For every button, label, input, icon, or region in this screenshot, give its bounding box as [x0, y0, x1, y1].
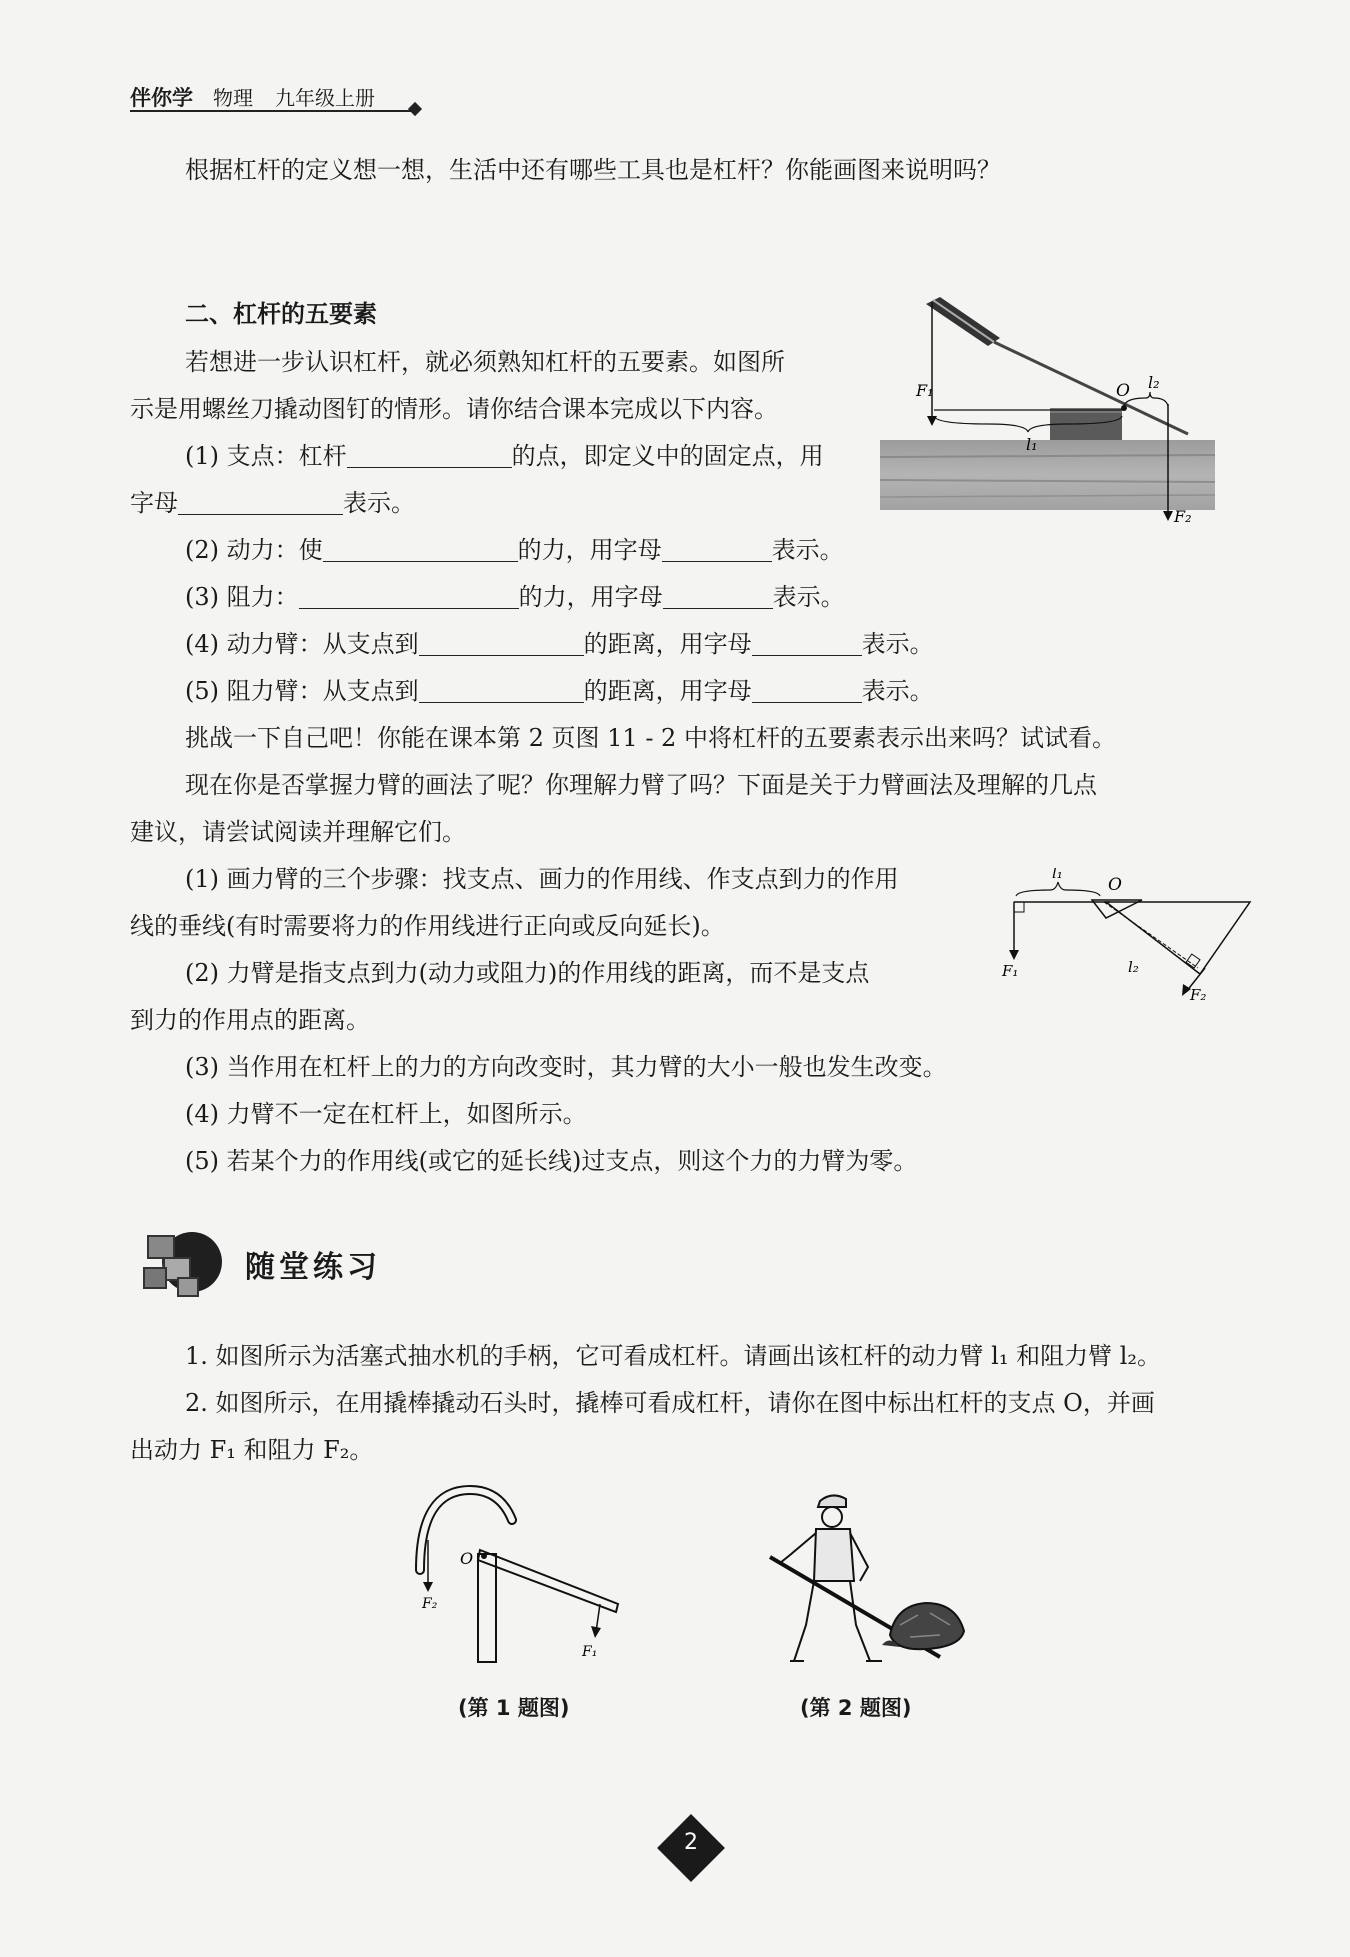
item-4	[185, 628, 934, 660]
blank-load-arm-letter[interactable]	[752, 678, 862, 703]
label-o: O	[460, 1549, 474, 1568]
label-l1: l₁	[1026, 435, 1038, 454]
item-2-text: 的力，用字母	[517, 536, 662, 564]
tip-5: (5) 若某个力的作用线(或它的延长线)过支点，则这个力的力臂为零。	[185, 1147, 918, 1175]
lever-arm-figure	[1000, 868, 1260, 1008]
blank-effort[interactable]	[323, 537, 518, 562]
item-5-text: 的距离，用字母	[583, 677, 752, 705]
item-5	[185, 675, 934, 707]
item-2	[185, 534, 844, 566]
item-1-text: 的点，即定义中的固定点，用	[511, 442, 824, 470]
item-2-end: 表示。	[771, 536, 844, 564]
para2-line2: 建议，请尝试阅读并理解它们。	[130, 818, 466, 846]
label-l1: l₁	[1052, 868, 1063, 882]
caption-figure-1: (第 1 题图)	[458, 1696, 570, 1720]
label-f1: F₁	[916, 381, 934, 400]
tip-2-line2: 到力的作用点的距离。	[130, 1006, 370, 1034]
pump-handle-figure	[400, 1480, 640, 1670]
pump-rod	[478, 1554, 496, 1662]
item-4-end: 表示。	[861, 630, 934, 658]
para2-line1: 现在你是否掌握力臂的画法了呢？你理解力臂了吗？下面是关于力臂画法及理解的几点	[185, 771, 1097, 799]
blank-load[interactable]	[299, 584, 519, 609]
item-4-label: (4) 动力臂：从支点到	[185, 630, 419, 658]
label-f2: F₂	[422, 1596, 438, 1612]
blank-fulcrum[interactable]	[347, 443, 512, 468]
item-3-text: 的力，用字母	[518, 583, 663, 611]
subject: 物理	[213, 86, 253, 110]
para1-line2: 示是用螺丝刀撬动图钉的情形。请你结合课本完成以下内容。	[130, 395, 778, 423]
blank-load-letter[interactable]	[663, 584, 773, 609]
item-1-letter-label: 字母	[130, 489, 178, 517]
label-o: O	[1108, 875, 1122, 895]
label-o: O	[1116, 381, 1130, 401]
item-3	[185, 581, 845, 613]
brand-name: 伴你学	[130, 86, 193, 110]
item-5-end: 表示。	[861, 677, 934, 705]
challenge-text: 挑战一下自己吧！你能在课本第 2 页图 11 - 2 中将杠杆的五要素表示出来吗？试试看。	[185, 724, 1116, 752]
rock	[890, 1603, 964, 1649]
blank-fulcrum-letter[interactable]	[178, 490, 343, 515]
label-l2: l₂	[1148, 373, 1160, 392]
question-1: 1. 如图所示为活塞式抽水机的手柄，它可看成杠杆。请画出该杠杆的动力臂 l₁ 和阻力臂 l₂。	[185, 1342, 1162, 1370]
pump-handle-bar	[478, 1550, 618, 1612]
item-4-text: 的距离，用字母	[583, 630, 752, 658]
blank-effort-letter[interactable]	[662, 537, 772, 562]
tip-4: (4) 力臂不一定在杠杆上，如图所示。	[185, 1100, 587, 1128]
caption-figure-2: (第 2 题图)	[800, 1696, 912, 1720]
tip-1-line2: 线的垂线(有时需要将力的作用线进行正向或反向延长)。	[130, 912, 725, 940]
intro-question: 根据杠杆的定义想一想，生活中还有哪些工具也是杠杆？你能画图来说明吗？	[185, 156, 1001, 184]
item-1-label: (1) 支点：杠杆	[185, 442, 347, 470]
worker	[780, 1495, 882, 1661]
question-2-line2: 出动力 F₁ 和阻力 F₂。	[130, 1436, 374, 1464]
item-3-end: 表示。	[772, 583, 845, 611]
label-l2: l₂	[1128, 958, 1139, 976]
tip-1-line1: (1) 画力臂的三个步骤：找支点、画力的作用线、作支点到力的作用	[185, 865, 899, 893]
item-3-label: (3) 阻力：	[185, 583, 299, 611]
blank-load-arm[interactable]	[419, 678, 584, 703]
grade: 九年级上册	[275, 86, 375, 110]
blank-effort-arm[interactable]	[419, 631, 584, 656]
page-number: 2	[684, 1830, 698, 1855]
running-header	[130, 82, 397, 112]
blank-effort-arm-letter[interactable]	[752, 631, 862, 656]
item-1	[185, 440, 824, 472]
para1-line1: 若想进一步认识杠杆，就必须熟知杠杆的五要素。如图所	[185, 348, 785, 376]
label-f1: F₁	[1002, 962, 1019, 980]
wood-board	[880, 440, 1215, 510]
header-diamond	[408, 102, 422, 116]
label-f1: F₁	[582, 1644, 598, 1660]
item-1-cont	[130, 487, 415, 519]
practice-cube-icon	[130, 1222, 235, 1302]
question-2-line1: 2. 如图所示，在用撬棒撬动石头时，撬棒可看成杠杆，请你在图中标出杠杆的支点 O，并画	[185, 1389, 1155, 1417]
item-1-end: 表示。	[343, 489, 415, 517]
brace-l2	[1124, 392, 1168, 406]
section-title: 二、杠杆的五要素	[185, 300, 377, 328]
brace-l1	[1016, 882, 1100, 896]
label-f2: F₂	[1190, 986, 1207, 1004]
item-5-label: (5) 阻力臂：从支点到	[185, 677, 419, 705]
tip-3: (3) 当作用在杠杆上的力的方向改变时，其力臂的大小一般也发生改变。	[185, 1053, 947, 1081]
screwdriver-lever-figure	[878, 292, 1223, 537]
item-2-label: (2) 动力：使	[185, 536, 323, 564]
crowbar-worker-figure	[750, 1485, 980, 1670]
practice-title: 随堂练习	[245, 1250, 381, 1285]
header-rule	[130, 110, 415, 112]
tip-2-line1: (2) 力臂是指支点到力(动力或阻力)的作用线的距离，而不是支点	[185, 959, 870, 987]
label-f2: F₂	[1174, 507, 1192, 526]
